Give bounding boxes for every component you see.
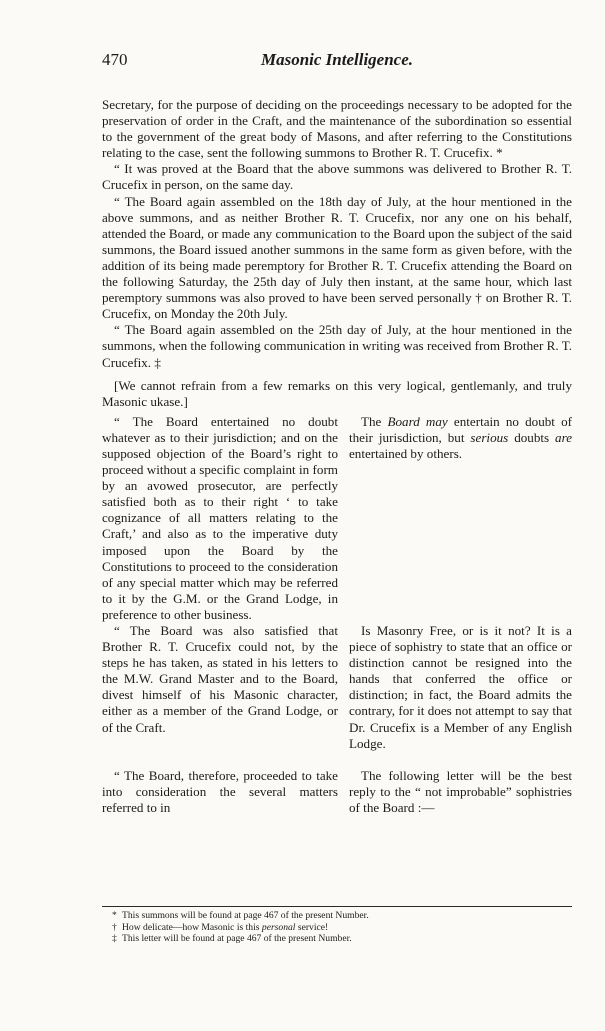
footnote: ‡ This letter will be found at page 467 of the present Number.: [112, 933, 352, 945]
page-header: [102, 50, 572, 70]
paragraph: “ The Board again assembled on the 25th day of July, at the hour mentioned in the summons, when the following communication in writing was received from Brother R. T. Crucefix. ‡: [102, 322, 572, 370]
running-title: Masonic Intelligence.: [260, 50, 414, 69]
editorial-note: [We cannot refrain from a few remarks on this very logical, gentlemanly, and truly Masonic ukase.]: [102, 377, 572, 409]
footnote-divider: [102, 906, 572, 907]
board-minutes-text: “ The Board was also satisfied that Brother R. T. Crucefix could not, by the steps he has taken, as stated in his letters to the M.W. Grand Master and to the Board, divest himself of his Masonic character, either as a member of the Grand Lodge, or of the Craft.: [102, 623, 338, 735]
two-column-row: [102, 768, 572, 816]
editorial-commentary: The following letter will be the best reply to the “ not improbable” sophistries of the Board :—: [349, 767, 572, 815]
footnotes: [112, 910, 562, 945]
body-text: [102, 97, 572, 816]
paragraph: “ It was proved at the Board that the above summons was delivered to Brother R. T. Crucefix in person, on the same day.: [102, 161, 572, 193]
paragraph: Secretary, for the purpose of deciding on the proceedings necessary to be adopted for the preservation of order in the Craft, and the maintenance of the subordination so essential to the government of the great body of Masons, and after referring to the Constitutions relating to the case, sent the following summons to Brother R. T. Crucefix. *: [102, 97, 572, 161]
editorial-commentary: Is Masonry Free, or is it not? It is a piece of sophistry to state that an office or distinction cannot be resigned into the hands that conferred the office or distinction; in fact, the Board admits the contrary, for it does not attempt to say that Dr. Crucefix is a Member of any English Lodge.: [349, 623, 572, 751]
paragraph: “ The Board again assembled on the 18th day of July, at the hour mentioned in the above summons, and as neither Brother R. T. Crucefix, nor any one on his behalf, attended the Board, or made any communication to the Board upon the subject of the said summons, the Board issued another summons in the same form as given before, with the addition of its being made peremptory for Brother R. T. Crucefix attending the Board on the following Saturday, the 25th day of July then instant, at the same hour, which last peremptory summons was also proved to have been served personally † on Brother R. T. Crucefix, on Monday the 20th July.: [102, 193, 572, 322]
page-number: 470: [102, 50, 128, 69]
two-column-row: [102, 623, 572, 752]
editorial-commentary: The Board may entertain no doubt of their jurisdiction, but serious doubts are entertained by others.: [349, 413, 573, 461]
board-minutes-text: “ The Board, therefore, proceeded to take into consideration the several matters referred to in: [102, 767, 338, 815]
footnote: * This summons will be found at page 467 of the present Number.: [112, 910, 369, 921]
footnote: † How delicate—how Masonic is this personal service!: [112, 921, 329, 933]
board-minutes-text: “ The Board entertained no doubt whatever as to their jurisdiction; and on the supposed objection of the Board’s right to proceed without a specific complaint in form by an avowed prosecutor, are perfectly satisfied both as to their right ‘ to take cognizance of all matters relating to the Craft,’ and also as to the imperative duty imposed upon the Board by the Constitutions to proceed to the consideration of any special matter which may be referred to it by the G.M. or the Grand Lodge, in preference to other business.: [102, 413, 338, 622]
two-column-row: [102, 414, 572, 623]
